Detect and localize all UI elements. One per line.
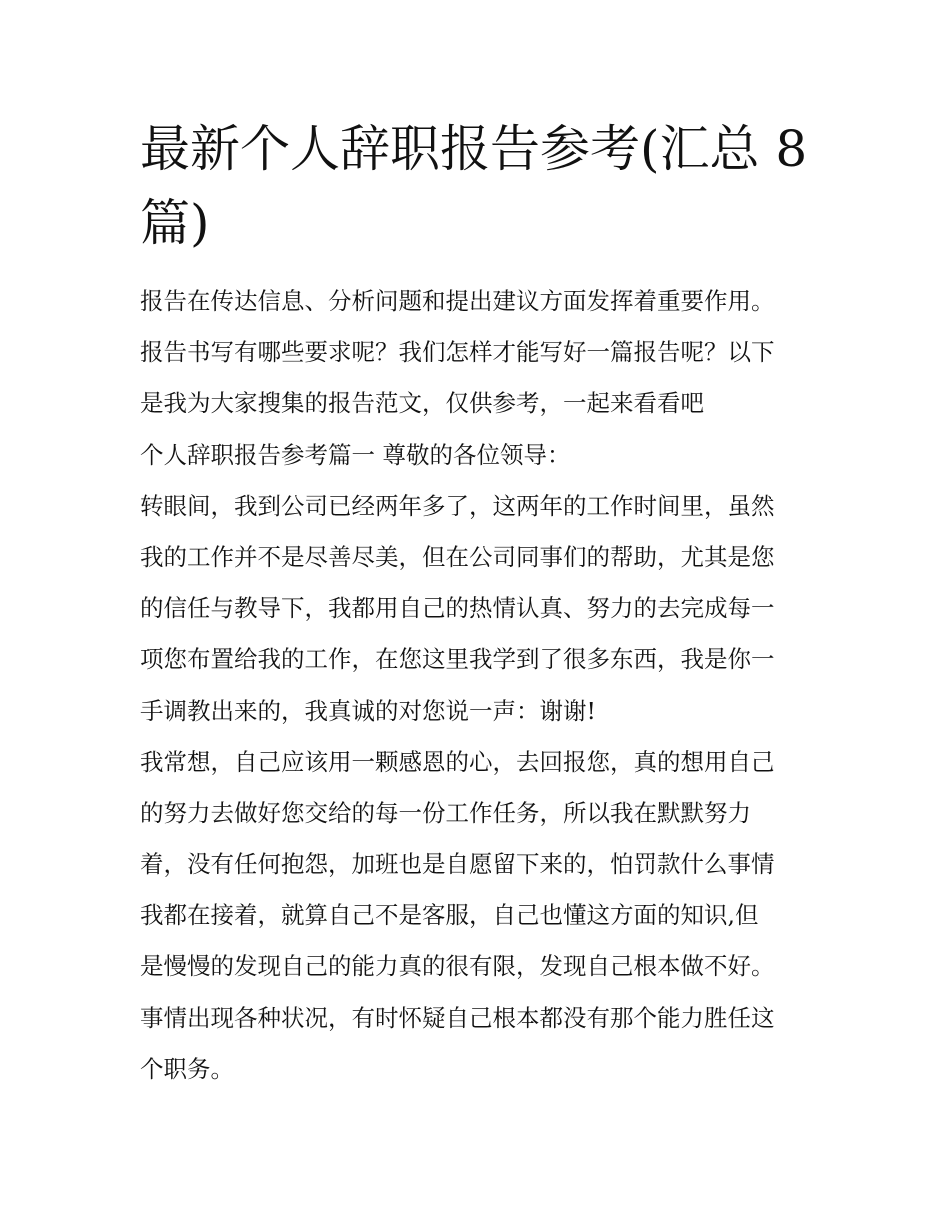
text-line: 的努力去做好您交给的每一份工作任务，所以我在默默努力 bbox=[140, 798, 751, 827]
title-line-1: 最新个人辞职报告参考(汇总 8 bbox=[140, 120, 808, 178]
text-line: 报告书写有哪些要求呢？我们怎样才能写好一篇报告呢？以下 bbox=[140, 338, 775, 367]
text-line: 我的工作并不是尽善尽美，但在公司同事们的帮助，尤其是您 bbox=[140, 542, 775, 571]
title-line-2: 篇) bbox=[140, 194, 210, 252]
text-line: 着，没有任何抱怨，加班也是自愿留下来的，怕罚款什么事情 bbox=[140, 850, 775, 879]
text-line: 事情出现各种状况，有时怀疑自己根本都没有那个能力胜任这 bbox=[140, 1003, 775, 1032]
document-body bbox=[140, 276, 820, 1095]
text-line: 的信任与教导下，我都用自己的热情认真、努力的去完成每一 bbox=[140, 594, 775, 623]
text-line: 我都在接着，就算自己不是客服，自己也懂这方面的知识,但 bbox=[140, 901, 759, 930]
text-line: 是慢慢的发现自己的能力真的很有限，发现自己根本做不好。 bbox=[140, 952, 775, 981]
text-line: 手调教出来的，我真诚的对您说一声：谢谢! bbox=[140, 696, 596, 725]
text-line: 项您布置给我的工作，在您这里我学到了很多东西，我是你一 bbox=[140, 645, 775, 674]
text-line: 个职务。 bbox=[140, 1054, 234, 1083]
text-line: 是我为大家搜集的报告范文，仅供参考，一起来看看吧 bbox=[140, 389, 704, 418]
text-line: 报告在传达信息、分析问题和提出建议方面发挥着重要作用。 bbox=[140, 287, 775, 315]
text-line: 转眼间，我到公司已经两年多了，这两年的工作时间里，虽然 bbox=[140, 491, 775, 520]
document-title bbox=[140, 112, 820, 260]
section-heading-line: 个人辞职报告参考篇一 尊敬的各位领导： bbox=[140, 440, 571, 469]
text-line: 我常想，自己应该用一颗感恩的心，去回报您，真的想用自己 bbox=[140, 747, 775, 776]
document-content bbox=[140, 112, 820, 1095]
